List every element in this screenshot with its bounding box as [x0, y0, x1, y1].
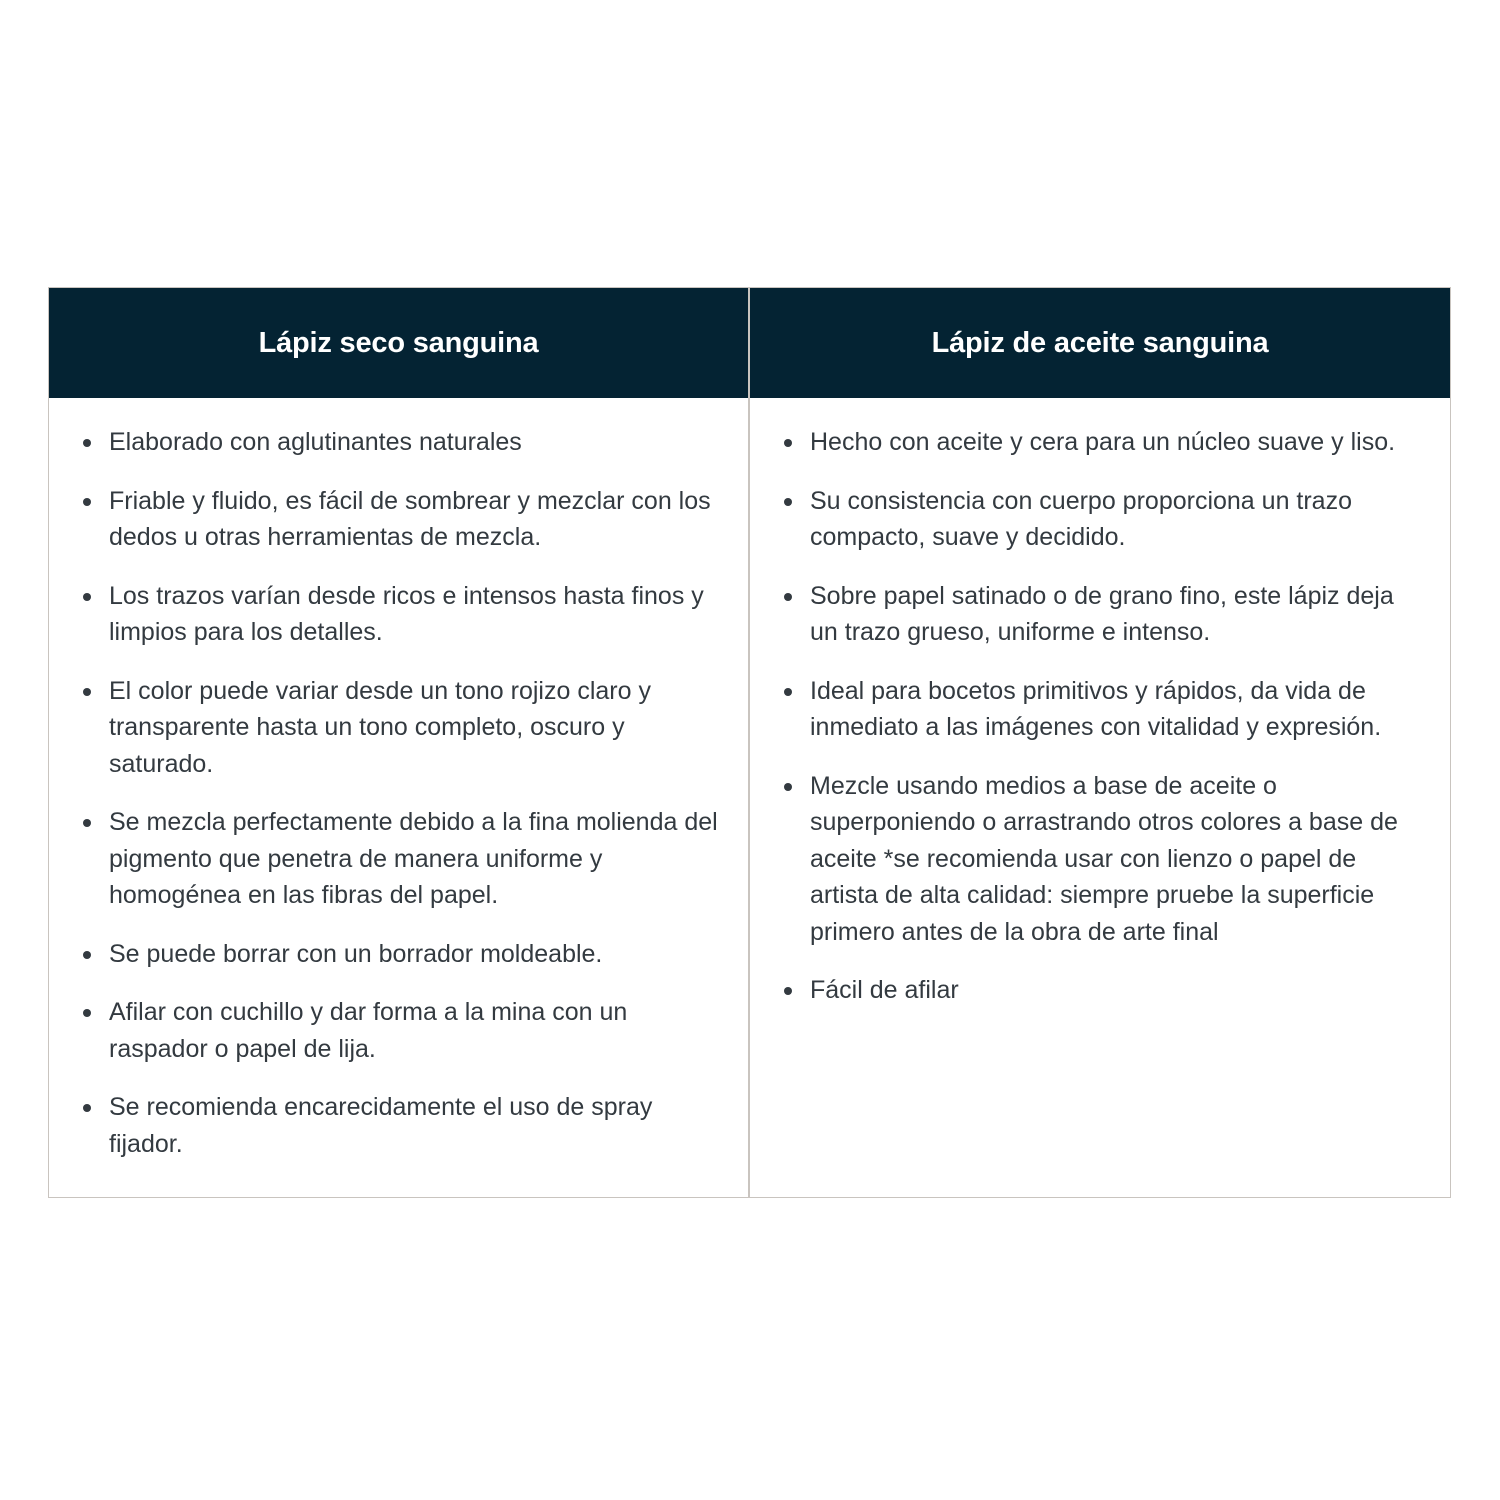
list-item: Ideal para bocetos primitivos y rápidos, da vida de inmediato a las imágenes con vitalidad y expresión. — [750, 673, 1450, 746]
list-item: Hecho con aceite y cera para un núcleo suave y liso. — [750, 424, 1450, 461]
list-item: Mezcle usando medios a base de aceite o superponiendo o arrastrando otros colores a base de aceite *se recomienda usar con lienzo o papel de artista de alta calidad: siempre pruebe la superficie primero antes de la obra de arte final — [750, 768, 1450, 951]
list-item: Afilar con cuchillo y dar forma a la mina con un raspador o papel de lija. — [49, 994, 748, 1067]
list-item: Se mezcla perfectamente debido a la fina molienda del pigmento que penetra de manera uniforme y homogénea en las fibras del papel. — [49, 804, 748, 914]
list-item: Elaborado con aglutinantes naturales — [49, 424, 748, 461]
column-body-oil-pencil — [750, 398, 1450, 1197]
feature-list-dry-pencil — [49, 424, 748, 1162]
list-item: Sobre papel satinado o de grano fino, este lápiz deja un trazo grueso, uniforme e intenso. — [750, 578, 1450, 651]
column-header-oil-pencil: Lápiz de aceite sanguina — [750, 288, 1450, 398]
list-item: Se recomienda encarecidamente el uso de spray fijador. — [49, 1089, 748, 1162]
list-item: Fácil de afilar — [750, 972, 1450, 1009]
feature-list-oil-pencil — [750, 424, 1450, 1009]
list-item: Friable y fluido, es fácil de sombrear y mezclar con los dedos u otras herramientas de mezcla. — [49, 483, 748, 556]
list-item: Su consistencia con cuerpo proporciona un trazo compacto, suave y decidido. — [750, 483, 1450, 556]
comparison-table — [48, 287, 1451, 1198]
list-item: Se puede borrar con un borrador moldeable. — [49, 936, 748, 973]
list-item: Los trazos varían desde ricos e intensos hasta finos y limpios para los detalles. — [49, 578, 748, 651]
column-header-dry-pencil: Lápiz seco sanguina — [49, 288, 750, 398]
list-item: El color puede variar desde un tono rojizo claro y transparente hasta un tono completo, oscuro y saturado. — [49, 673, 748, 783]
column-body-dry-pencil — [49, 398, 750, 1197]
